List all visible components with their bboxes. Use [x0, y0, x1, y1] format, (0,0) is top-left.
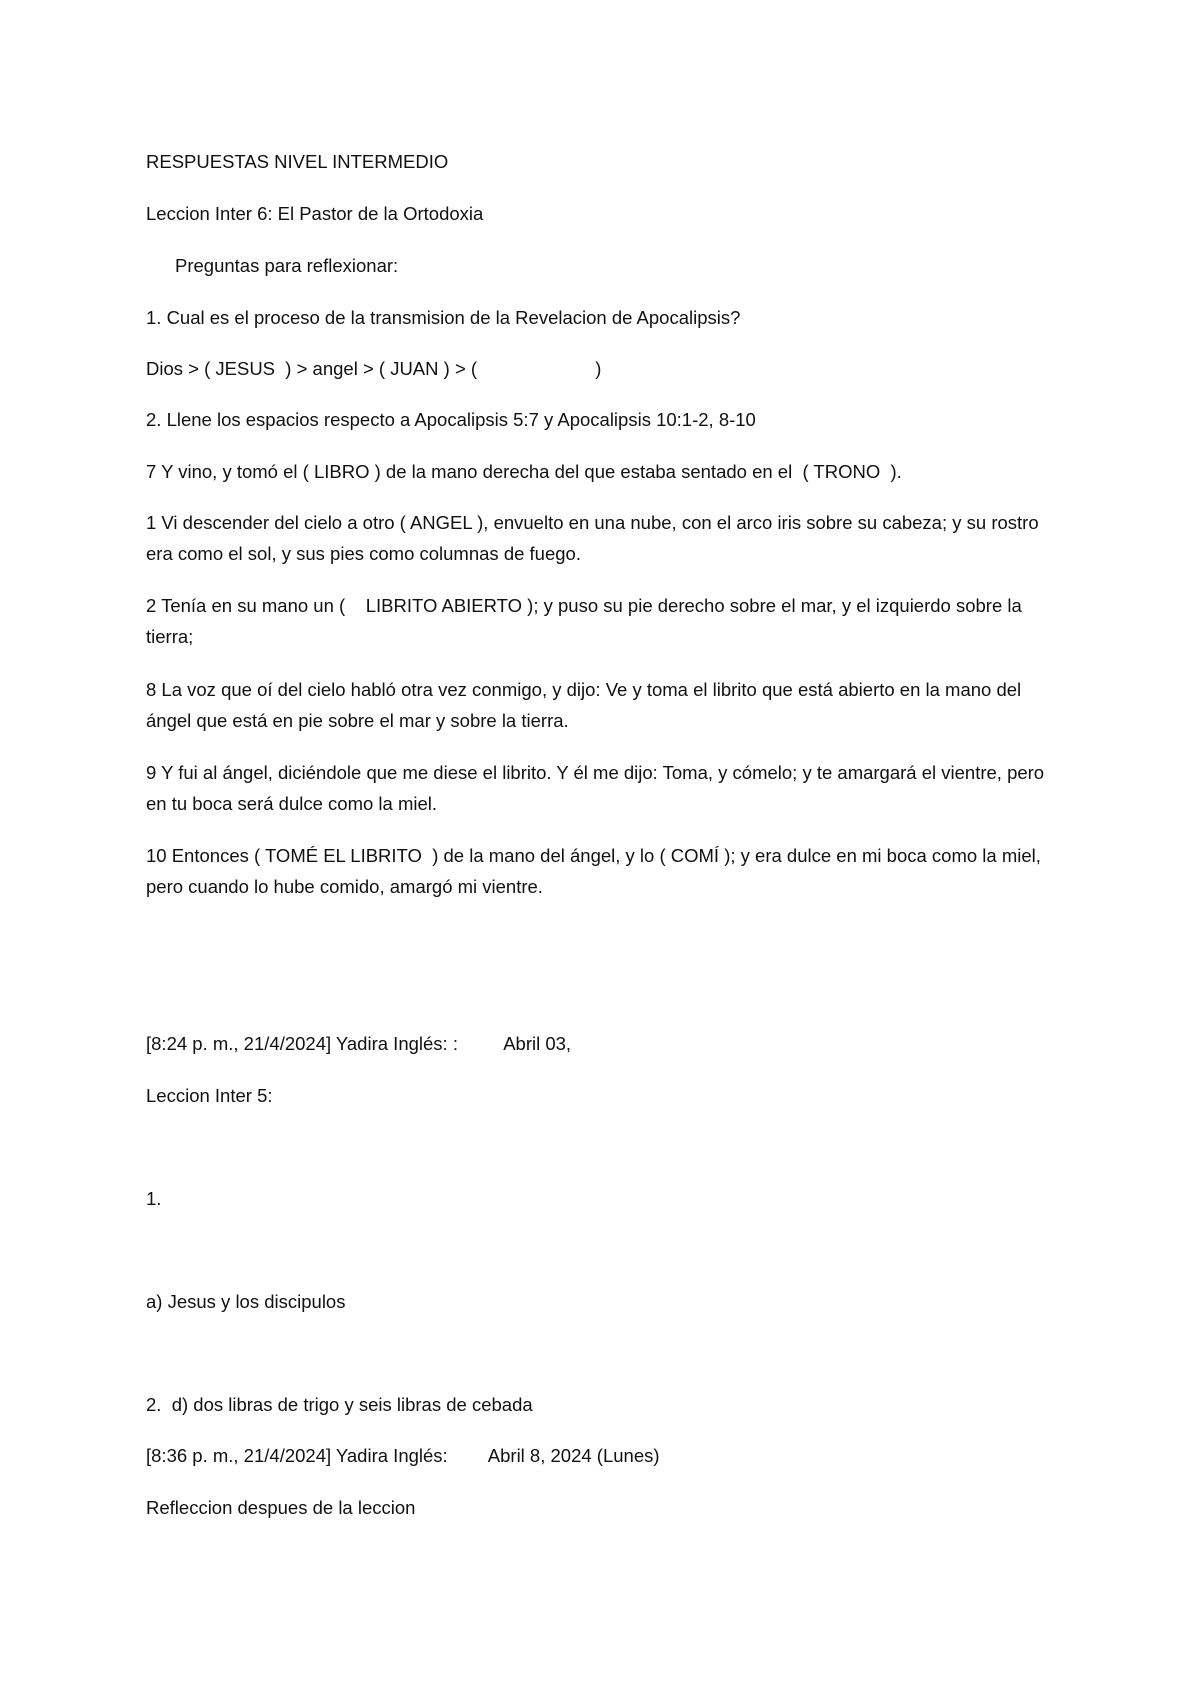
- lesson-5-answer-1: a) Jesus y los discipulos: [146, 1291, 346, 1312]
- verse-7: 7 Y vino, y tomó el ( LIBRO ) de la mano derecha del que estaba sentado en el ( TRONO ).: [146, 461, 902, 482]
- lesson-5-question-1: 1.: [146, 1188, 162, 1209]
- question-1-answer: Dios > ( JESUS ) > angel > ( JUAN ) > ( ): [146, 358, 602, 379]
- verse-8: 8 La voz que oí del cielo habló otra vez conmigo, y dijo: Ve y toma el librito que está abierto en la mano del ángel que está en pie sobre el mar y sobre la tierra.: [146, 679, 1027, 731]
- verse-1: 1 Vi descender del cielo a otro ( ANGEL ), envuelto en una nube, con el arco iris sobre su cabeza; y su rostro era como el sol, y sus pies como columnas de fuego.: [146, 512, 1044, 564]
- verse-2: 2 Tenía en su mano un ( LIBRITO ABIERTO ); y puso su pie derecho sobre el mar, y el izquierdo sobre la tierra;: [146, 595, 1027, 647]
- lesson-5-question-2: 2. d) dos libras de trigo y seis libras de cebada: [146, 1394, 533, 1415]
- message-1: [8:24 p. m., 21/4/2024] Yadira Inglés: : Abril 03,: [146, 1033, 572, 1054]
- lesson-5-title: Leccion Inter 5:: [146, 1085, 273, 1106]
- lesson-6-title: Leccion Inter 6: El Pastor de la Ortodoxia: [146, 203, 484, 224]
- reflection-questions-heading: Preguntas para reflexionar:: [175, 255, 399, 276]
- message-2: [8:36 p. m., 21/4/2024] Yadira Inglés: Abril 8, 2024 (Lunes): [146, 1445, 660, 1466]
- document-title: RESPUESTAS NIVEL INTERMEDIO: [146, 151, 449, 172]
- question-1: 1. Cual es el proceso de la transmision de la Revelacion de Apocalipsis?: [146, 307, 741, 328]
- verse-10: 10 Entonces ( TOMÉ EL LIBRITO ) de la mano del ángel, y lo ( COMÍ ); y era dulce en mi boca como la miel, pero cuando lo hube comido, amargó mi vientre.: [146, 845, 1047, 897]
- question-2: 2. Llene los espacios respecto a Apocalipsis 5:7 y Apocalipsis 10:1-2, 8-10: [146, 409, 756, 430]
- verse-9: 9 Y fui al ángel, diciéndole que me diese el librito. Y él me dijo: Toma, y cómelo; y te amargará el vientre, pero en tu boca será dulce como la miel.: [146, 762, 1050, 814]
- reflection-heading: Refleccion despues de la leccion: [146, 1497, 416, 1518]
